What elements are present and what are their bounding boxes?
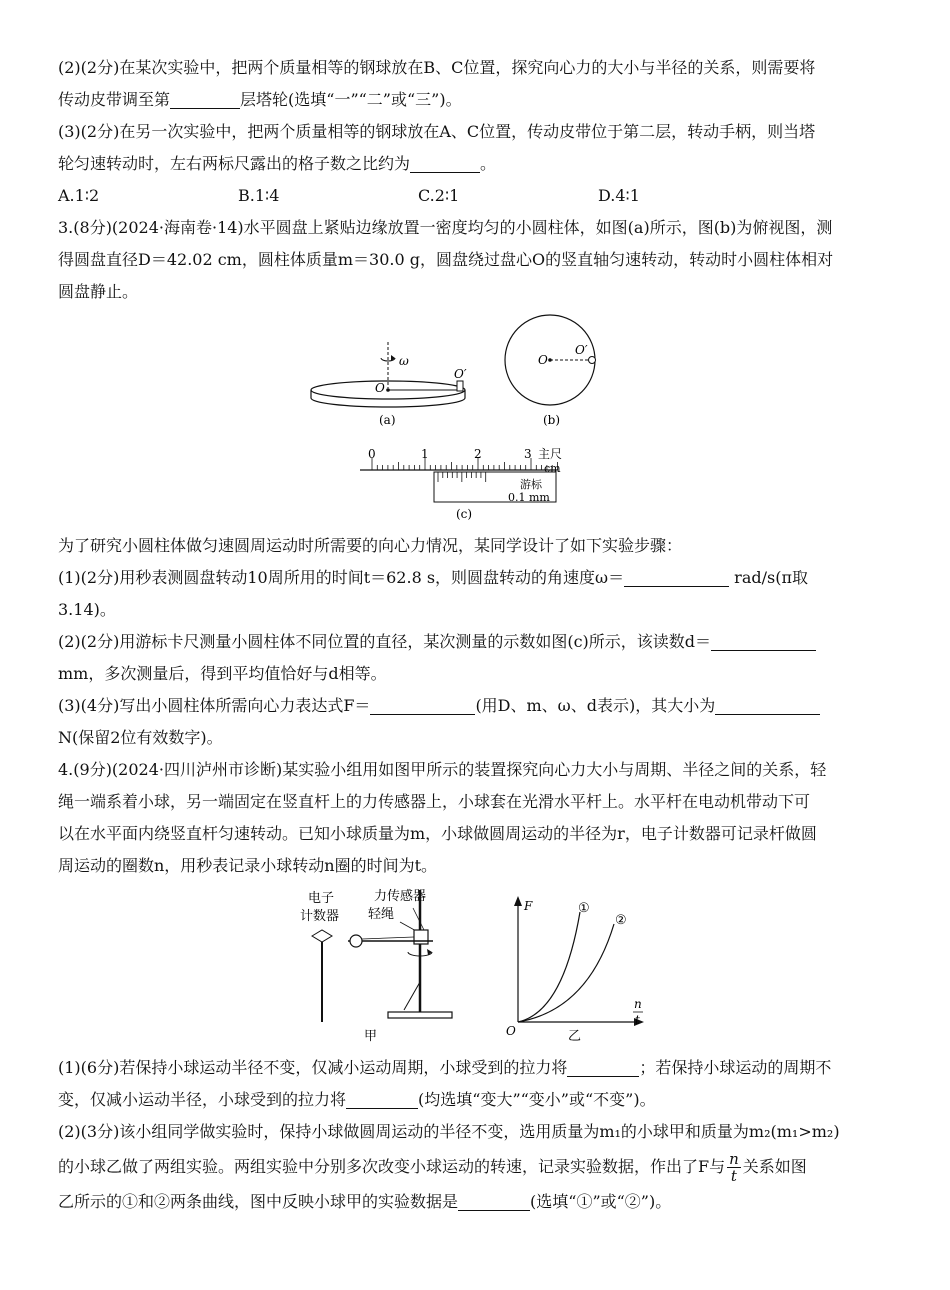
q3-intro-line1	[58, 212, 894, 244]
curve-2	[518, 924, 614, 1022]
answer-blank-q4-1b[interactable]	[346, 1088, 418, 1109]
q2-part2-text-b2: 层塔轮(选填“一”“二”或“三”)。	[240, 90, 462, 109]
main-scale-label: 主尺	[538, 447, 563, 461]
axis-n-label: n	[634, 997, 642, 1011]
q3-p1-text-a: (1)(2分)用秒表测圆盘转动10周所用的时间t＝62.8 s，则圆盘转动的角速度ω＝	[58, 568, 625, 587]
caption-yi: 乙	[568, 1029, 582, 1044]
q4-intro-text-1: 4.(9分)(2024·四川泸州市诊断)某实验小组用如图甲所示的装置探究向心力大小与周期、半径之间的关系，轻	[58, 760, 827, 779]
q4-intro-line4	[58, 850, 894, 882]
option-c[interactable]: C.2∶1	[418, 186, 460, 205]
q4-p1-text-d: (均选填“变大”“变小”或“不变”)。	[418, 1090, 656, 1109]
q4-p2-text-e: (选填“①”或“②”)。	[530, 1192, 672, 1211]
q3-part3-line1	[58, 690, 894, 722]
q4-p2-text-c: 关系如图	[742, 1157, 807, 1176]
q4-part1-line1	[58, 1052, 894, 1084]
q4-p2-text-a: (2)(3分)该小组同学做实验时，保持小球做圆周运动的半径不变，选用质量为m₁的小球甲和质量为m₂(m₁>m₂)	[58, 1122, 840, 1141]
q3-figure-svg	[58, 308, 894, 530]
q2-options	[58, 180, 894, 212]
answer-blank-force-expr[interactable]	[370, 694, 475, 715]
figure-a-disk	[311, 342, 467, 427]
q4-p2-text-d: 乙所示的①和②两条曲线，图中反映小球甲的实验数据是	[58, 1192, 459, 1211]
q2-part2-text-b1: 传动皮带调至第	[58, 90, 171, 109]
main-scale-unit: cm	[544, 462, 561, 475]
caption-jia: 甲	[364, 1029, 378, 1044]
answer-blank-q4-2[interactable]	[458, 1190, 530, 1211]
answer-blank-omega[interactable]	[624, 566, 729, 587]
answer-blank-force-value[interactable]	[715, 694, 820, 715]
worksheet-page	[58, 52, 894, 1218]
q4-p1-text-b: ；若保持小球运动的周期不	[639, 1058, 832, 1077]
q3-part1-line1	[58, 562, 894, 594]
counter-label-2: 计数器	[300, 909, 340, 924]
curve-1-label: ①	[578, 901, 590, 916]
omega-label: ω	[399, 354, 409, 368]
q4-intro-text-3: 以在水平面内绕竖直杆匀速转动。已知小球质量为m，小球做圆周运动的半径为r，电子计数器可记录杆做圆	[58, 824, 817, 843]
q3-figure	[58, 308, 894, 530]
option-a[interactable]: A.1∶2	[58, 186, 100, 205]
fraction-denominator: t	[730, 1167, 737, 1185]
q3-p3-text-c: N(保留2位有效数字)。	[58, 728, 223, 747]
q3-p3-text-a: (3)(4分)写出小圆柱体所需向心力表达式F＝	[58, 696, 371, 715]
vernier-scale-ticks	[438, 472, 486, 482]
q4-part1-line2	[58, 1084, 894, 1116]
q3-part1-line2	[58, 594, 894, 626]
figure-c-vernier	[360, 447, 562, 521]
q4-intro-line2	[58, 786, 894, 818]
vernier-unit: 0.1 mm	[508, 491, 550, 504]
q2-part3-text-b1: 轮匀速转动时，左右两标尺露出的格子数之比约为	[58, 154, 411, 173]
option-d[interactable]: D.4∶1	[598, 186, 640, 205]
curve-2-label: ②	[615, 913, 627, 928]
q3-intro-text-2: 得圆盘直径D＝42.02 cm，圆柱体质量m＝30.0 g，圆盘绕过盘心O的竖直轴匀速转动，转动时小圆柱体相对	[58, 250, 834, 269]
q3-part2-line2	[58, 658, 894, 690]
center-Oprime-label-b: O′	[575, 343, 588, 357]
q3-p3-text-b: (用D、m、ω、d表示)，其大小为	[475, 696, 716, 715]
q3-intro-line3	[58, 276, 894, 308]
q3-p1-text-c: 3.14)。	[58, 600, 116, 619]
q2-part2-line1	[58, 52, 894, 84]
q2-part3-text-b2: 。	[480, 154, 497, 173]
rope-label: 轻绳	[368, 907, 395, 922]
answer-blank-d[interactable]	[711, 630, 816, 651]
q3-lead	[58, 530, 894, 562]
center-O-label-a: O	[375, 381, 385, 395]
q4-part2-line3	[58, 1186, 894, 1218]
fraction-numerator: n	[729, 1150, 739, 1168]
caption-c: (c)	[456, 507, 473, 521]
q4-p1-text-a: (1)(6分)若保持小球运动半径不变，仅减小运动周期，小球受到的拉力将	[58, 1058, 568, 1077]
q3-intro-text-1: 3.(8分)(2024·海南卷·14)水平圆盘上紧贴边缘放置一密度均匀的小圆柱体，如图(a)所示，图(b)为俯视图，测	[58, 218, 833, 237]
q2-part3-line2	[58, 148, 894, 180]
q4-intro-line3	[58, 818, 894, 850]
q4-intro-text-2: 绳一端系着小球，另一端固定在竖直杆上的力传感器上，小球套在光滑水平杆上。水平杆在电动机带动下可	[58, 792, 811, 811]
main-tick-2: 2	[474, 447, 482, 461]
q2-part3-text-a: (3)(2分)在另一次实验中，把两个质量相等的钢球放在A、C位置，传动皮带位于第二层，转动手柄，则当塔	[58, 122, 816, 141]
q3-p2-text-a: (2)(2分)用游标卡尺测量小圆柱体不同位置的直径，某次测量的示数如图(c)所示，该读数d＝	[58, 632, 712, 651]
vernier-label: 游标	[520, 478, 542, 491]
figure-b-topview	[505, 315, 596, 427]
answer-blank-q2-2[interactable]	[170, 88, 240, 109]
q3-lead-text: 为了研究小圆柱体做匀速圆周运动时所需要的向心力情况，某同学设计了如下实验步骤：	[58, 536, 683, 555]
q4-figure	[58, 882, 894, 1052]
main-tick-0: 0	[368, 447, 376, 461]
q3-p2-text-b: mm，多次测量后，得到平均值恰好与d相等。	[58, 664, 387, 683]
q4-intro-text-4: 周运动的圈数n，用秒表记录小球转动n圈的时间为t。	[58, 856, 438, 875]
counter-label-1: 电子	[308, 891, 335, 906]
q2-part2-text-a: (2)(2分)在某次实验中，把两个质量相等的钢球放在B、C位置，探究向心力的大小与半径的关系，则需要将	[58, 58, 816, 77]
q3-intro-line2	[58, 244, 894, 276]
q4-part2-line2	[58, 1148, 894, 1186]
caption-b: (b)	[543, 413, 561, 427]
center-Oprime-label-a: O′	[454, 367, 467, 381]
origin-label: O	[506, 1024, 516, 1038]
q4-part2-line1	[58, 1116, 894, 1148]
q4-intro-line1	[58, 754, 894, 786]
q4-figure-svg	[58, 882, 894, 1052]
figure-yi-graph	[506, 896, 644, 1044]
sensor-label: 力传感器	[374, 889, 427, 904]
figure-jia-apparatus	[300, 888, 452, 1044]
fraction-n-over-t	[727, 1151, 741, 1184]
q2-part3-line1	[58, 116, 894, 148]
main-tick-1: 1	[421, 447, 429, 461]
answer-blank-q4-1a[interactable]	[567, 1056, 639, 1077]
main-tick-3: 3	[524, 447, 532, 461]
q3-p1-text-b: rad/s(π取	[729, 568, 808, 587]
axis-t-label: t	[635, 1013, 640, 1027]
center-O-label-b: O	[538, 353, 548, 367]
curve-1	[518, 912, 580, 1022]
q4-p1-text-c: 变，仅减小运动半径，小球受到的拉力将	[58, 1090, 347, 1109]
caption-a: (a)	[379, 413, 396, 427]
q3-part3-line2	[58, 722, 894, 754]
q4-p2-text-b: 的小球乙做了两组实验。两组实验中分别多次改变小球运动的转速，记录实验数据，作出了F与	[58, 1157, 726, 1176]
axis-F-label: F	[524, 899, 533, 913]
q3-intro-text-3: 圆盘静止。	[58, 282, 139, 301]
q2-part2-line2	[58, 84, 894, 116]
q3-part2-line1	[58, 626, 894, 658]
answer-blank-q2-3[interactable]	[410, 152, 480, 173]
option-b[interactable]: B.1∶4	[238, 186, 280, 205]
